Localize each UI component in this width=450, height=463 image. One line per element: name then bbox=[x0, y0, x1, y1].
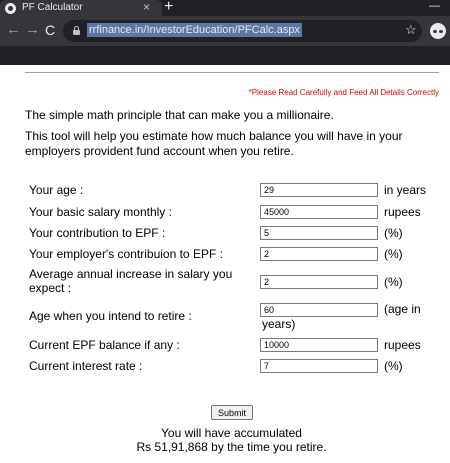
close-icon[interactable]: × bbox=[143, 0, 151, 14]
epf-balance-label: Current EPF balance if any : bbox=[29, 338, 180, 352]
intro-heading: The simple math principle that can make you a millionaire. bbox=[25, 108, 334, 122]
divider bbox=[25, 72, 439, 73]
salary-label: Your basic salary monthly : bbox=[29, 205, 172, 219]
url-text[interactable]: rrfinance.in/InvestorEducation/PFCalc.aspx bbox=[89, 24, 300, 36]
address-bar[interactable] bbox=[63, 20, 422, 42]
back-arrow-icon[interactable]: ← bbox=[6, 21, 21, 38]
age-label: Your age : bbox=[29, 183, 84, 197]
browser-toolbar bbox=[0, 16, 450, 46]
notice-text: *Please Read Carefully and Feed All Details Correctly bbox=[248, 88, 439, 97]
interest-label: Current interest rate : bbox=[29, 359, 143, 373]
tab-title: PF Calculator bbox=[22, 2, 83, 13]
increase-unit: (%) bbox=[384, 275, 403, 289]
contribution-unit: (%) bbox=[384, 226, 403, 240]
submit-button[interactable]: Submit bbox=[211, 405, 253, 420]
contribution-label: Your contribution to EPF : bbox=[29, 226, 166, 240]
increase-label-line2: expect : bbox=[29, 281, 72, 295]
epf-balance-input[interactable] bbox=[260, 338, 378, 352]
interest-unit: (%) bbox=[384, 359, 403, 373]
result-line-1: You will have accumulated bbox=[161, 426, 302, 440]
employer-contribution-unit: (%) bbox=[384, 247, 403, 261]
retire-age-input[interactable] bbox=[260, 303, 378, 317]
interest-input[interactable] bbox=[260, 359, 378, 373]
star-icon[interactable]: ☆ bbox=[405, 22, 417, 37]
contribution-input[interactable] bbox=[260, 226, 378, 240]
tab-favicon-icon bbox=[5, 3, 16, 14]
employer-contribution-input[interactable] bbox=[260, 247, 378, 261]
retire-age-unit-line2: years) bbox=[262, 317, 296, 331]
salary-unit: rupees bbox=[384, 205, 421, 219]
retire-age-label: Age when you intend to retire : bbox=[29, 309, 192, 323]
minimize-icon[interactable]: — bbox=[429, 0, 440, 12]
epf-balance-unit: rupees bbox=[384, 338, 421, 352]
lock-icon[interactable] bbox=[73, 26, 80, 35]
reload-icon[interactable]: C bbox=[45, 22, 56, 38]
page-header-band bbox=[0, 46, 450, 65]
employer-contribution-label: Your employer's contribuion to EPF : bbox=[29, 247, 223, 261]
salary-input[interactable] bbox=[260, 205, 378, 219]
result-line-2: Rs 51,91,868 by the time you retire. bbox=[136, 440, 327, 454]
tab-pf-calculator[interactable] bbox=[0, 0, 162, 16]
forward-arrow-icon[interactable]: → bbox=[25, 21, 40, 38]
incognito-icon[interactable] bbox=[430, 23, 446, 39]
retire-age-unit-line1: (age in bbox=[384, 302, 421, 316]
increase-label-line1: Average annual increase in salary you bbox=[29, 267, 233, 281]
increase-input[interactable] bbox=[260, 275, 378, 289]
tab-bar bbox=[0, 0, 450, 16]
age-input[interactable] bbox=[260, 183, 378, 197]
intro-description: This tool will help you estimate how much balance you will have in your employers provident fund account when you retire. bbox=[25, 129, 403, 158]
age-unit: in years bbox=[384, 183, 427, 197]
plus-icon[interactable]: + bbox=[164, 0, 174, 15]
